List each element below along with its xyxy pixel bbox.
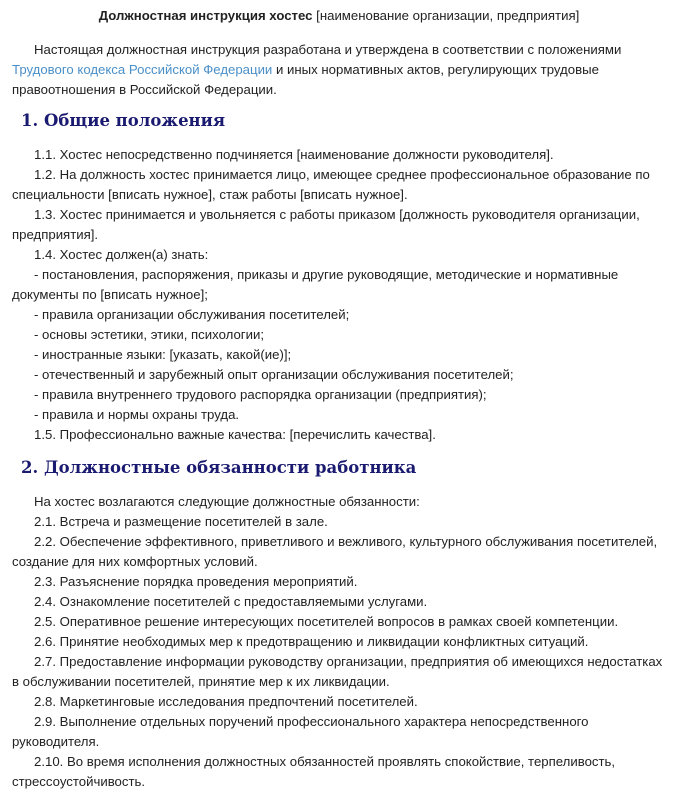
intro-text-after: и иных нормативных актов, регулирующих трудовые правоотношения в Российской Федерации. (12, 62, 599, 97)
list-item: 2.1. Встреча и размещение посетителей в зале. (34, 514, 328, 529)
section-general (12, 145, 666, 445)
list-item: - основы эстетики, этики, психологии; (34, 327, 265, 342)
list-item: 2.4. Ознакомление посетителей с предоставляемыми услугами. (34, 594, 428, 609)
list-item: 1.1. Хостес непосредственно подчиняется [наименование должности руководителя]. (34, 147, 554, 162)
list-item: 1.5. Профессионально важные качества: [перечислить качества]. (34, 427, 436, 442)
list-item: - отечественный и зарубежный опыт организации обслуживания посетителей; (34, 367, 514, 382)
document-title (12, 6, 666, 26)
document-title-rest: [наименование организации, предприятия] (312, 8, 580, 23)
list-item: 2.8. Маркетинговые исследования предпочтений посетителей. (34, 694, 418, 709)
labor-code-link[interactable]: Трудового кодекса Российской Федерации (12, 62, 273, 77)
intro-paragraph (12, 40, 666, 100)
list-item: 1.3. Хостес принимается и увольняется с работы приказом [должность руководителя организации, предприятия]. (12, 207, 640, 242)
list-item: - правила организации обслуживания посетителей; (34, 307, 350, 322)
list-item: 2.6. Принятие необходимых мер к предотвращению и ликвидации конфликтных ситуаций. (34, 634, 589, 649)
section-heading-duties: 2. Должностные обязанности работника (21, 458, 417, 477)
section-duties (12, 492, 666, 792)
list-item: - постановления, распоряжения, приказы и другие руководящие, методические и нормативные документы по [вписать нужное]; (12, 267, 619, 302)
intro-text-before: Настоящая должностная инструкция разработана и утверждена в соответствии с положениями (34, 42, 622, 57)
list-item: - правила и нормы охраны труда. (34, 407, 240, 422)
list-item: 2.7. Предоставление информации руководству организации, предприятия об имеющихся недостатках в обслуживании посетителей, принятие мер к их ликвидации. (12, 654, 663, 689)
list-item: 2.9. Выполнение отдельных поручений профессионального характера непосредственного руководителя. (12, 714, 589, 749)
list-item: - иностранные языки: [указать, какой(ие)]; (34, 347, 292, 362)
list-item: На хостес возлагаются следующие должностные обязанности: (34, 494, 420, 509)
list-item: 2.10. Во время исполнения должностных обязанностей проявлять спокойствие, терпеливость, стрессоустойчивость. (12, 754, 616, 789)
section-heading-general: 1. Общие положения (21, 111, 226, 130)
list-item: 2.2. Обеспечение эффективного, приветливого и вежливого, культурного обслуживания посетителей, создание для них комфортных условий. (12, 534, 658, 569)
list-item: 1.2. На должность хостес принимается лицо, имеющее среднее профессиональное образование по специальности [вписать нужное], стаж работы [вписать нужное]. (12, 167, 650, 202)
document-title-main: Должностная инструкция хостес (98, 8, 313, 23)
list-item: - правила внутреннего трудового распорядка организации (предприятия); (34, 387, 487, 402)
list-item: 2.5. Оперативное решение интересующих посетителей вопросов в рамках своей компетенции. (34, 614, 619, 629)
list-item: 1.4. Хостес должен(а) знать: (34, 247, 209, 262)
list-item: 2.3. Разъяснение порядка проведения мероприятий. (34, 574, 358, 589)
